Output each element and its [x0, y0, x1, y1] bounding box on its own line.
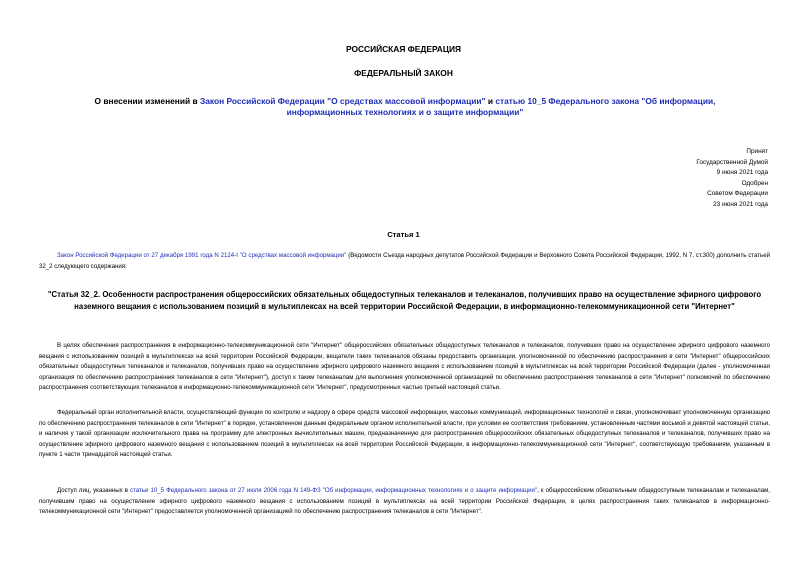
new-article-title: "Статья 32_2. Особенности распространения общероссийских обязательных общедоступных телеканалов и телеканалов, получивших право на осуществление эфирного цифрового наземного вещания с использованием позиций в мультиплексах на всей территории Российской Федерации, в информационно-телекоммуникационной сети "Интернет" — [47, 290, 762, 311]
para3-rest: , к общероссийским обязательным общедоступным телеканалам и телеканалам, получившим право на осуществление эфирного цифрового наземного вещания с использованием позиций в мультиплексах на всей территории Российской Федерации, в целях распространения таких телеканалов в информационно-телекоммуникационной сети "Интернет" предоставляется уполномоченной организацией по обеспечению распространения телеканалов в сети "Интернет". — [39, 487, 771, 516]
para3-prefix: Доступ лиц, указанных в — [57, 487, 131, 494]
title-link-media-law[interactable]: Закон Российской Федерации "О средствах массовой информации" — [199, 96, 486, 106]
paragraph-1: В целях обеспечения распространения в информационно-телекоммуникационной сети "Интернет" общероссийских обязательных общедоступных телеканалов и телеканалов, получивших право на осуществление эфирного цифрового наземного вещания с использованием позиций в мультиплексах на всей территории Российской Федерации, вещатели таких телеканалов обязаны предоставить организации, уполномоченной по обеспечению распространения в сети "Интернет" общероссийских обязательных общедоступных телеканалов и телеканалов, получивших право на осуществление эфирного цифрового наземного вещания с использованием позиций в мультиплексах на всей территории Российской Федерации (далее - уполномоченная организация по обеспечению распространения телеканалов в сети "Интернет"), доступ к таким телеканалам для выполнения уполномоченной организацией по обеспечению распространения телеканалов в сети "Интернет" полномочий по обеспечению распространения соответствующих телеканалов в информационно-телекоммуникационной сети "Интернет", предусмотренных частью третьей настоящей статьи. — [39, 342, 770, 392]
article-heading: Статья 1 — [387, 230, 420, 239]
intro-rest: (Ведомости Съезда народных депутатов Российской Федерации и Верховного Совета Российской Федерации, 1992, N 7, ст.300) дополнить статьей 32_2 следующего содержания: — [39, 252, 771, 270]
title-mid: и — [485, 96, 496, 106]
adoption-block — [628, 147, 768, 211]
intro-link-media-law[interactable]: Закон Российской Федерации от 27 декабря 1991 года N 2124-I "О средствах массовой информации" — [57, 252, 347, 259]
adoption-line: Государственной Думой — [696, 158, 768, 166]
title-link-information-law[interactable]: статью 10_5 Федерального закона "Об информации, информационных технологиях и о защите информации" — [286, 96, 716, 117]
paragraph-2: Федеральный орган исполнительной власти, осуществляющий функции по контролю и надзору в сфере средств массовой информации, массовых коммуникаций, информационных технологий и связи, уполномочивает уполномоченную организацию по обеспечению распространения телеканалов в сети "Интернет" в порядке, установленном данным федеральным органом исполнительной власти, при условии ее соответствия требованиям, установленным частями восьмой и девятой настоящей статьи, и наличия у такой организации исключительного права на программу для электронных вычислительных машин, предназначенную для распространения общероссийских обязательных общедоступных телеканалов и телеканалов, получивших право на осуществление эфирного цифрового наземного вещания с использованием позиций в мультиплексах на всей территории Российской Федерации, в информационно-телекоммуникационной сети "Интернет", соответствующую требованиям, указанным в пункте 1 части тринадцатой настоящей статьи. — [39, 409, 770, 459]
adoption-line: Советом Федерации — [707, 190, 768, 198]
title-prefix: О внесении изменений в — [94, 96, 200, 106]
para3-link-information-law[interactable]: статье 10_5 Федерального закона от 27 июля 2006 года N 149-ФЗ "Об информации, информационных технологиях и о защите информации" — [130, 487, 538, 494]
article-intro — [39, 251, 770, 272]
document-title — [60, 96, 750, 118]
adoption-line: 9 июня 2021 года — [716, 169, 768, 177]
document-kind: ФЕДЕРАЛЬНЫЙ ЗАКОН — [354, 68, 453, 78]
adoption-line: Принят — [746, 148, 768, 155]
document-country: РОССИЙСКАЯ ФЕДЕРАЦИЯ — [345, 44, 462, 54]
adoption-line: Одобрен — [741, 179, 768, 187]
adoption-line: 23 июня 2021 года — [713, 200, 768, 208]
paragraph-3 — [39, 486, 770, 518]
